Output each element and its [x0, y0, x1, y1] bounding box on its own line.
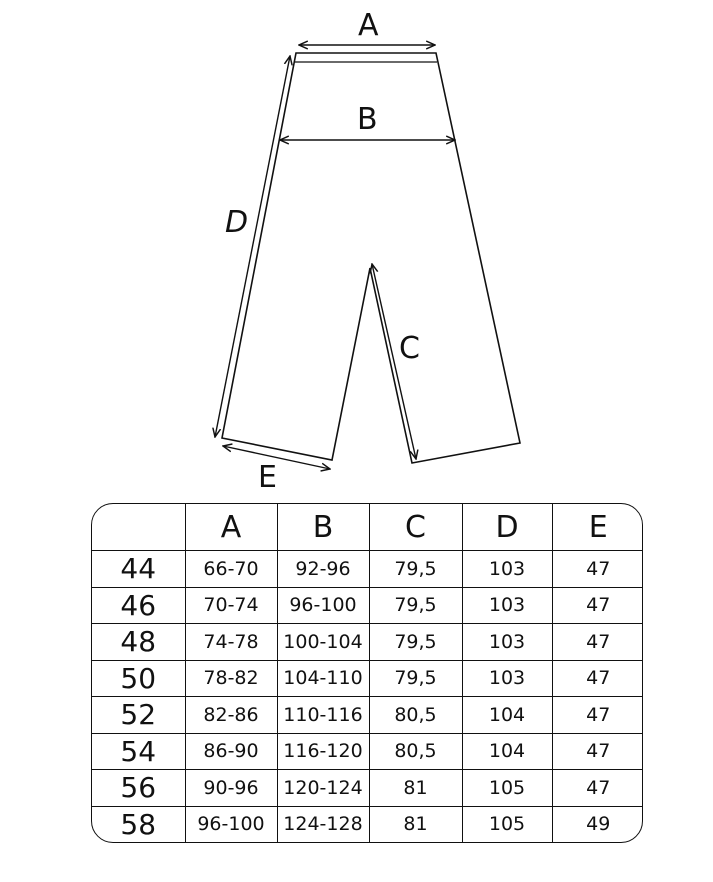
size-cell: 56 — [92, 770, 185, 807]
size-cell: 54 — [92, 733, 185, 770]
cell-d: 105 — [462, 770, 552, 807]
table-header-row — [92, 504, 643, 551]
cell-a: 78-82 — [185, 660, 277, 697]
cell-e: 47 — [552, 624, 643, 661]
label-b: B — [357, 102, 378, 137]
table-row — [92, 660, 643, 697]
cell-b: 104-110 — [277, 660, 369, 697]
cell-e: 47 — [552, 660, 643, 697]
size-cell: 50 — [92, 660, 185, 697]
cell-c: 79,5 — [369, 551, 462, 588]
header-e: E — [552, 504, 643, 551]
cell-a: 96-100 — [185, 806, 277, 842]
cell-a: 82-86 — [185, 697, 277, 734]
size-cell: 52 — [92, 697, 185, 734]
cell-c: 79,5 — [369, 660, 462, 697]
cell-a: 74-78 — [185, 624, 277, 661]
cell-e: 47 — [552, 587, 643, 624]
cell-b: 92-96 — [277, 551, 369, 588]
cell-b: 124-128 — [277, 806, 369, 842]
cell-d: 105 — [462, 806, 552, 842]
size-cell: 46 — [92, 587, 185, 624]
label-d: D — [225, 205, 249, 240]
table-row — [92, 624, 643, 661]
header-a: A — [185, 504, 277, 551]
table-row — [92, 697, 643, 734]
cell-e: 47 — [552, 697, 643, 734]
cell-c: 81 — [369, 770, 462, 807]
table-row — [92, 587, 643, 624]
label-a: A — [358, 8, 379, 43]
cell-e: 47 — [552, 551, 643, 588]
measure-d-arrow — [215, 56, 290, 437]
size-cell: 44 — [92, 551, 185, 588]
cell-c: 79,5 — [369, 587, 462, 624]
cell-a: 66-70 — [185, 551, 277, 588]
label-e: E — [258, 460, 277, 495]
cell-d: 104 — [462, 733, 552, 770]
cell-a: 86-90 — [185, 733, 277, 770]
header-b: B — [277, 504, 369, 551]
cell-b: 100-104 — [277, 624, 369, 661]
cell-b: 110-116 — [277, 697, 369, 734]
cell-b: 120-124 — [277, 770, 369, 807]
table-row — [92, 806, 643, 842]
header-corner — [92, 504, 185, 551]
header-d: D — [462, 504, 552, 551]
size-cell: 58 — [92, 806, 185, 842]
cell-c: 80,5 — [369, 697, 462, 734]
cell-b: 96-100 — [277, 587, 369, 624]
header-c: C — [369, 504, 462, 551]
cell-c: 79,5 — [369, 624, 462, 661]
cell-c: 80,5 — [369, 733, 462, 770]
cell-e: 47 — [552, 733, 643, 770]
table-row — [92, 551, 643, 588]
cell-e: 49 — [552, 806, 643, 842]
cell-a: 90-96 — [185, 770, 277, 807]
cell-d: 103 — [462, 624, 552, 661]
cell-d: 104 — [462, 697, 552, 734]
size-table — [91, 503, 643, 843]
cell-d: 103 — [462, 587, 552, 624]
cell-e: 47 — [552, 770, 643, 807]
label-c: C — [399, 331, 420, 366]
cell-a: 70-74 — [185, 587, 277, 624]
cell-c: 81 — [369, 806, 462, 842]
table-row — [92, 770, 643, 807]
cell-d: 103 — [462, 660, 552, 697]
cell-d: 103 — [462, 551, 552, 588]
table-row — [92, 733, 643, 770]
size-cell: 48 — [92, 624, 185, 661]
cell-b: 116-120 — [277, 733, 369, 770]
